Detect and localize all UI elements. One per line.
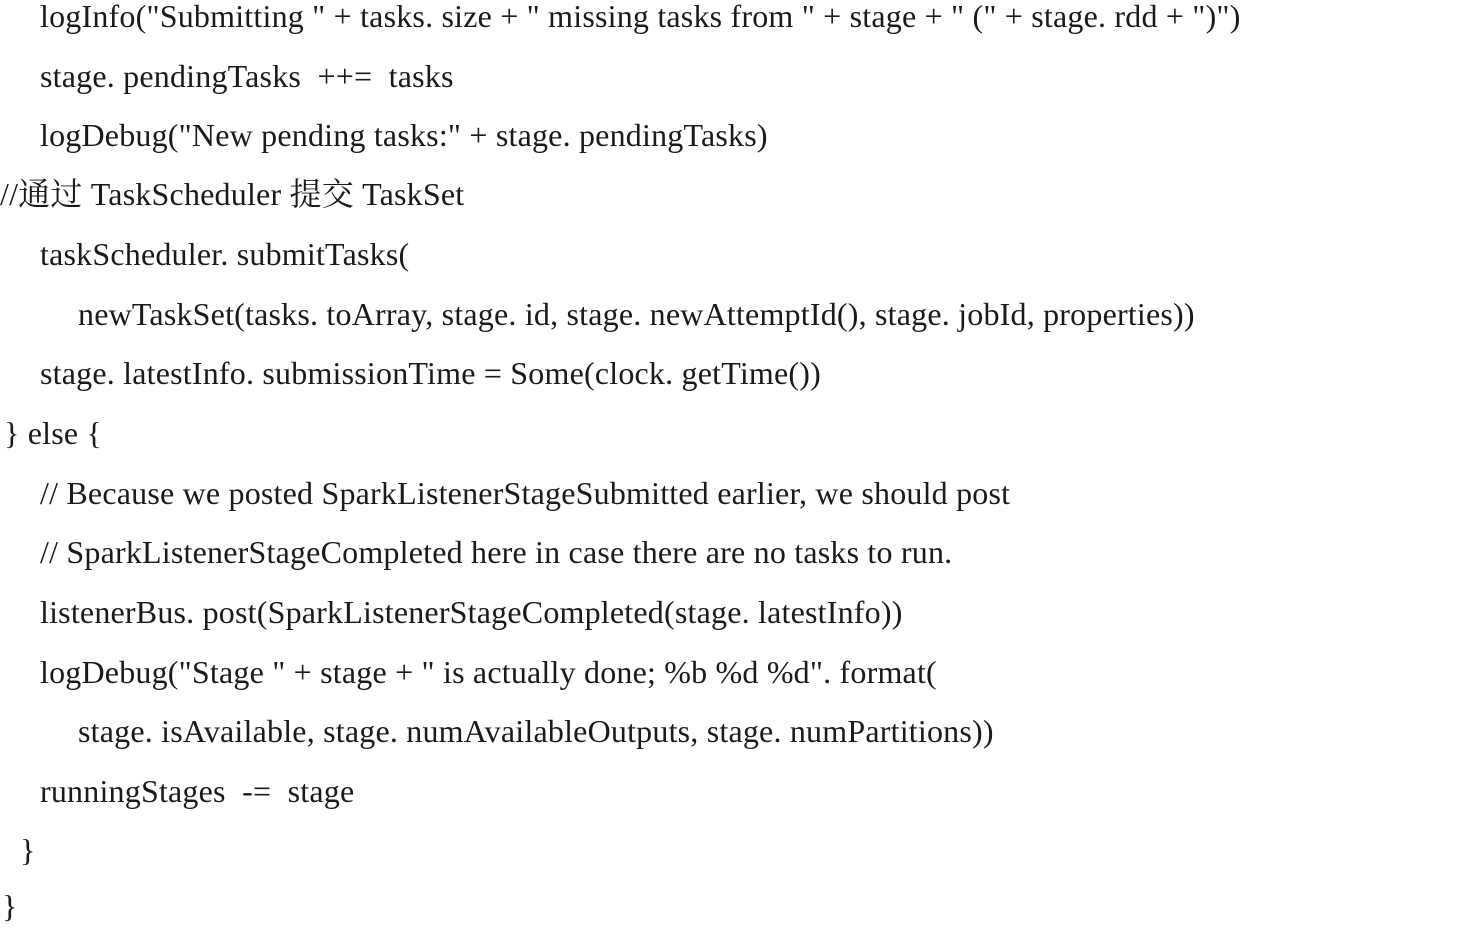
code-line-1: logInfo("Submitting " + tasks. size + " missing tasks from " + stage + " (" + stage. rdd + ")") <box>40 0 1241 34</box>
code-line-8: } else { <box>4 415 103 451</box>
code-line-6: newTaskSet(tasks. toArray, stage. id, stage. newAttemptId(), stage. jobId, properties)) <box>78 296 1195 332</box>
code-line-15: } <box>20 832 36 868</box>
code-line-13: stage. isAvailable, stage. numAvailableOutputs, stage. numPartitions)) <box>78 713 994 749</box>
code-comment-line-4: //通过 TaskScheduler 提交 TaskSet <box>0 176 465 212</box>
code-line-12: logDebug("Stage " + stage + " is actually done; %b %d %d". format( <box>40 654 937 690</box>
code-line-5: taskScheduler. submitTasks( <box>40 236 410 272</box>
code-comment-line-10: // SparkListenerStageCompleted here in case there are no tasks to run. <box>40 534 953 570</box>
code-line-14: runningStages -= stage <box>40 773 355 809</box>
code-line-3: logDebug("New pending tasks:" + stage. pendingTasks) <box>40 117 768 153</box>
code-line-11: listenerBus. post(SparkListenerStageCompleted(stage. latestInfo)) <box>40 594 903 630</box>
code-line-16: } <box>2 888 18 924</box>
code-line-2: stage. pendingTasks ++= tasks <box>40 58 454 94</box>
code-line-7: stage. latestInfo. submissionTime = Some(clock. getTime()) <box>40 355 821 391</box>
code-comment-line-9: // Because we posted SparkListenerStageSubmitted earlier, we should post <box>40 475 1011 511</box>
